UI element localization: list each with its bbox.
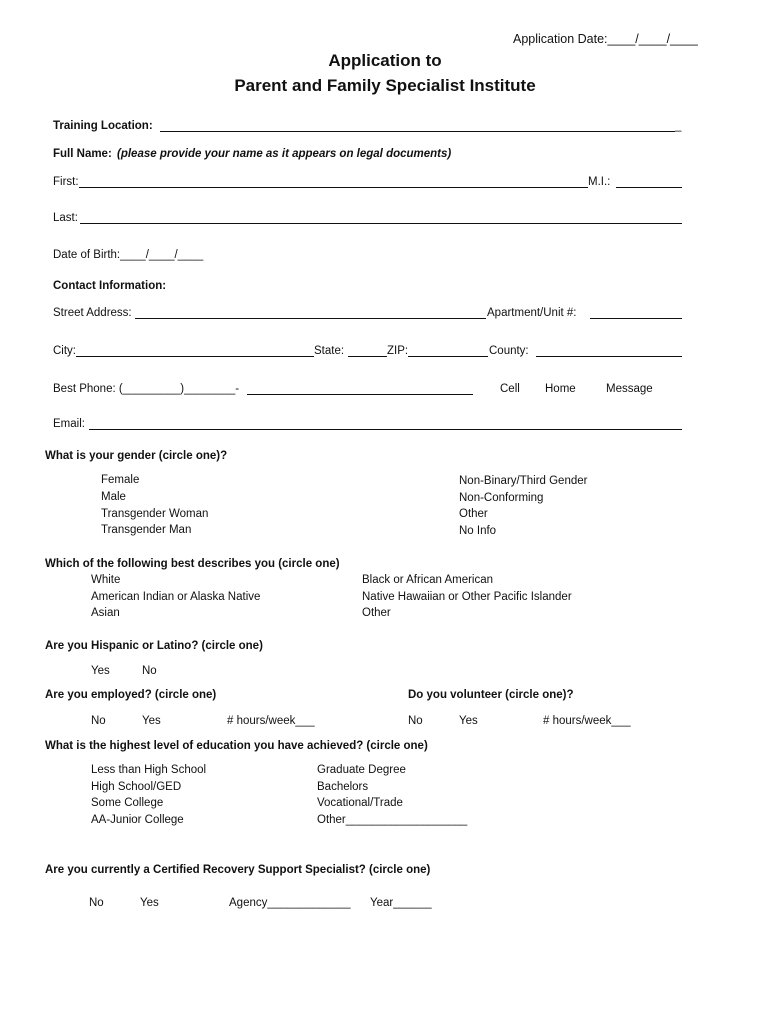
race-question: Which of the following best describes you (circle one) (45, 558, 340, 570)
gender-option[interactable]: Transgender Man (101, 524, 192, 536)
race-option[interactable]: Other (362, 607, 391, 619)
state-field[interactable] (348, 356, 387, 357)
form-title-line1: Application to (328, 51, 442, 70)
education-option[interactable]: High School/GED (91, 781, 182, 793)
education-option[interactable]: Bachelors (317, 781, 369, 793)
apartment-unit-label: Apartment/Unit #: (487, 307, 577, 319)
phone-option-cell[interactable]: Cell (500, 383, 520, 395)
gender-question: What is your gender (circle one)? (45, 450, 228, 462)
gender-option[interactable]: Other (459, 508, 488, 520)
middle-initial-label: M.I.: (588, 176, 611, 188)
phone-option-message[interactable]: Message (606, 383, 653, 395)
form-title-line2: Parent and Family Specialist Institute (234, 76, 536, 95)
email-label: Email: (53, 418, 85, 430)
gender-option[interactable]: No Info (459, 525, 497, 537)
race-option[interactable]: Black or African American (362, 574, 494, 586)
best-phone-label: Best Phone: (_________)________- (53, 383, 240, 395)
education-option[interactable]: Some College (91, 797, 164, 809)
email-field[interactable] (89, 429, 682, 430)
apartment-unit-field[interactable] (590, 318, 682, 319)
application-date-field[interactable]: Application Date:____/____/____ (513, 32, 698, 46)
crss-agency-field[interactable]: Agency_____________ (229, 897, 351, 909)
gender-option[interactable]: Non-Binary/Third Gender (459, 475, 588, 487)
street-address-label: Street Address: (53, 307, 132, 319)
gender-option[interactable]: Male (101, 491, 126, 503)
crss-option-no[interactable]: No (89, 897, 104, 909)
employed-option-yes[interactable]: Yes (142, 715, 161, 727)
training-location-tail: _ (675, 120, 682, 132)
hispanic-question: Are you Hispanic or Latino? (circle one) (45, 640, 263, 652)
employed-question: Are you employed? (circle one) (45, 689, 217, 701)
crss-option-yes[interactable]: Yes (140, 897, 159, 909)
best-phone-field[interactable] (247, 394, 473, 395)
date-of-birth-field[interactable]: Date of Birth:____/____/____ (53, 249, 204, 261)
gender-option[interactable]: Transgender Woman (101, 508, 209, 520)
volunteer-question: Do you volunteer (circle one)? (408, 689, 574, 701)
education-option[interactable]: AA-Junior College (91, 814, 184, 826)
city-field[interactable] (76, 356, 314, 357)
crss-year-field[interactable]: Year______ (370, 897, 432, 909)
county-field[interactable] (536, 356, 682, 357)
gender-option[interactable]: Non-Conforming (459, 492, 544, 504)
training-location-field[interactable] (160, 131, 675, 132)
first-name-label: First: (53, 176, 79, 188)
full-name-note: (please provide your name as it appears on legal documents) (117, 148, 452, 160)
first-name-field[interactable] (79, 187, 588, 188)
last-name-label: Last: (53, 212, 78, 224)
gender-option[interactable]: Female (101, 474, 140, 486)
education-question: What is the highest level of education you have achieved? (circle one) (45, 740, 428, 752)
zip-label: ZIP: (387, 345, 409, 357)
state-label: State: (314, 345, 345, 357)
race-option[interactable]: White (91, 574, 121, 586)
employed-option-no[interactable]: No (91, 715, 106, 727)
full-name-label: Full Name: (53, 148, 112, 160)
volunteer-hours-field[interactable]: # hours/week___ (543, 715, 631, 727)
county-label: County: (489, 345, 529, 357)
race-option[interactable]: Asian (91, 607, 120, 619)
crss-question: Are you currently a Certified Recovery Support Specialist? (circle one) (45, 864, 431, 876)
city-label: City: (53, 345, 76, 357)
street-address-field[interactable] (135, 318, 486, 319)
middle-initial-field[interactable] (616, 187, 682, 188)
education-option-other[interactable]: Other___________________ (317, 814, 468, 826)
race-option[interactable]: Native Hawaiian or Other Pacific Islander (362, 591, 572, 603)
zip-field[interactable] (408, 356, 488, 357)
phone-option-home[interactable]: Home (545, 383, 576, 395)
training-location-label: Training Location: (53, 120, 153, 132)
education-option[interactable]: Graduate Degree (317, 764, 406, 776)
volunteer-option-no[interactable]: No (408, 715, 423, 727)
volunteer-option-yes[interactable]: Yes (459, 715, 478, 727)
last-name-field[interactable] (80, 223, 682, 224)
contact-information-heading: Contact Information: (53, 280, 167, 292)
education-option[interactable]: Less than High School (91, 764, 207, 776)
education-option[interactable]: Vocational/Trade (317, 797, 403, 809)
hispanic-option-yes[interactable]: Yes (91, 665, 110, 677)
employed-hours-field[interactable]: # hours/week___ (227, 715, 315, 727)
race-option[interactable]: American Indian or Alaska Native (91, 591, 261, 603)
hispanic-option-no[interactable]: No (142, 665, 157, 677)
